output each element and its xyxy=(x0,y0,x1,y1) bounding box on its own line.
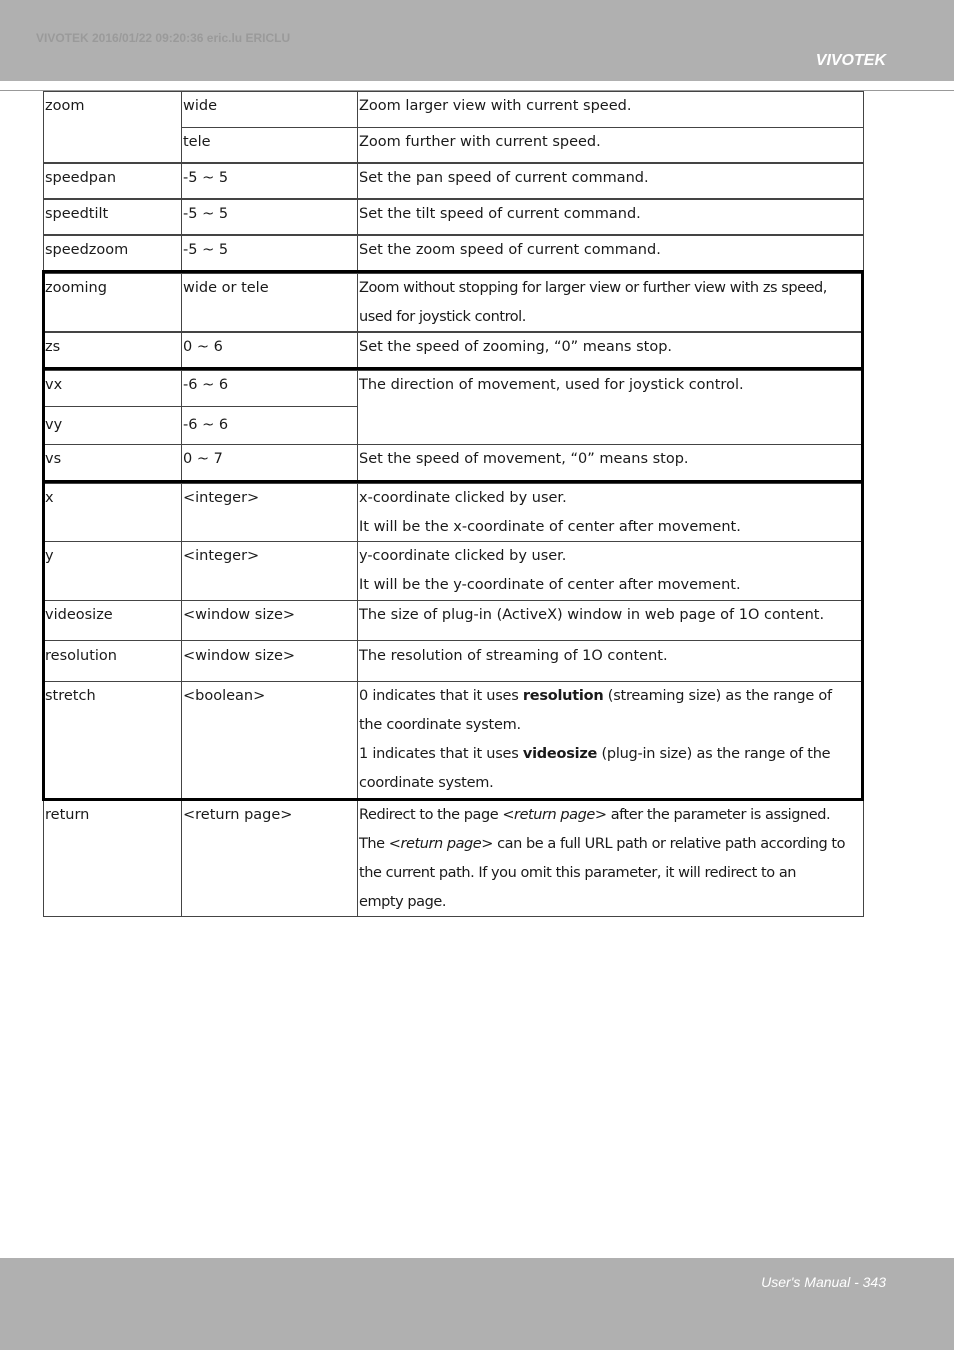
page-number: User's Manual - 343 xyxy=(761,1274,886,1290)
value-zooming: wide or tele xyxy=(181,273,358,332)
desc-wide: Zoom larger view with current speed. xyxy=(357,91,864,128)
param-vx: vx xyxy=(43,370,182,407)
desc-return xyxy=(357,800,864,917)
param-zoom: zoom xyxy=(43,91,182,163)
value-tele: tele xyxy=(181,127,358,163)
value-vy: -6 ~ 6 xyxy=(181,406,358,445)
page-footer xyxy=(0,1258,954,1350)
desc-return-line-3: the current path. If you omit this parameter, it will redirect to an xyxy=(359,865,797,881)
param-videosize: videosize xyxy=(43,600,182,641)
param-x: x xyxy=(43,483,182,542)
desc-vx-vy: The direction of movement, used for joystick control. xyxy=(357,370,864,445)
value-videosize: <window size> xyxy=(181,600,358,641)
desc-stretch xyxy=(357,681,864,799)
param-speedtilt: speedtilt xyxy=(43,199,182,235)
desc-speedtilt: Set the tilt speed of current command. xyxy=(357,199,864,235)
desc-y xyxy=(357,541,864,601)
desc-resolution: The resolution of streaming of 1O content. xyxy=(357,640,864,682)
keyword-videosize: videosize xyxy=(522,746,598,762)
desc-return-line-4: empty page. xyxy=(359,894,446,910)
param-return: return xyxy=(43,800,182,917)
desc-stretch-line-1: 0 indicates that it uses resolution (streaming size) as the range of xyxy=(359,688,832,704)
desc-zooming-line-1: Zoom without stopping for larger view or further view with zs speed, xyxy=(359,280,827,296)
param-vs: vs xyxy=(43,444,182,481)
page-header xyxy=(0,0,954,81)
desc-stretch-line-4: coordinate system. xyxy=(359,775,494,791)
param-resolution: resolution xyxy=(43,640,182,682)
desc-y-line-1: y-coordinate clicked by user. xyxy=(359,548,567,564)
value-stretch: <boolean> xyxy=(181,681,358,799)
desc-y-line-2: It will be the y-coordinate of center after movement. xyxy=(359,577,741,593)
desc-tele: Zoom further with current speed. xyxy=(357,127,864,163)
param-speedzoom: speedzoom xyxy=(43,235,182,272)
value-vs: 0 ~ 7 xyxy=(181,444,358,481)
value-return: <return page> xyxy=(181,800,358,917)
desc-speedzoom: Set the zoom speed of current command. xyxy=(357,235,864,272)
param-zooming: zooming xyxy=(43,273,182,332)
value-y: <integer> xyxy=(181,541,358,601)
param-vy: vy xyxy=(43,406,182,445)
desc-speedpan: Set the pan speed of current command. xyxy=(357,163,864,199)
desc-x-line-2: It will be the x-coordinate of center after movement. xyxy=(359,519,741,535)
desc-stretch-line-3: 1 indicates that it uses videosize (plug-in size) as the range of the xyxy=(359,746,831,762)
desc-return-line-2: The <return page> can be a full URL path or relative path according to xyxy=(359,836,846,852)
keyword-resolution: resolution xyxy=(522,688,604,704)
value-zs: 0 ~ 6 xyxy=(181,332,358,369)
value-resolution: <window size> xyxy=(181,640,358,682)
param-stretch: stretch xyxy=(43,681,182,799)
value-speedzoom: -5 ~ 5 xyxy=(181,235,358,272)
desc-zs: Set the speed of zooming, “0” means stop. xyxy=(357,332,864,369)
watermark: VIVOTEK 2016/01/22 09:20:36 eric.lu ERICLU xyxy=(36,31,291,45)
value-speedpan: -5 ~ 5 xyxy=(181,163,358,199)
desc-x-line-1: x-coordinate clicked by user. xyxy=(359,490,567,506)
desc-videosize: The size of plug-in (ActiveX) window in web page of 1O content. xyxy=(357,600,864,641)
brand-logo: VIVOTEK xyxy=(815,52,886,69)
value-wide: wide xyxy=(181,91,358,128)
desc-x xyxy=(357,483,864,542)
value-vx: -6 ~ 6 xyxy=(181,370,358,407)
value-speedtilt: -5 ~ 5 xyxy=(181,199,358,235)
param-y: y xyxy=(43,541,182,601)
desc-zooming-line-2: used for joystick control. xyxy=(359,309,526,325)
desc-zooming xyxy=(357,273,864,332)
desc-return-line-1: Redirect to the page <return page> after the parameter is assigned. xyxy=(359,807,831,823)
param-zs: zs xyxy=(43,332,182,369)
param-speedpan: speedpan xyxy=(43,163,182,199)
desc-stretch-line-2: the coordinate system. xyxy=(359,717,521,733)
desc-vs: Set the speed of movement, “0” means stop. xyxy=(357,444,864,481)
value-x: <integer> xyxy=(181,483,358,542)
